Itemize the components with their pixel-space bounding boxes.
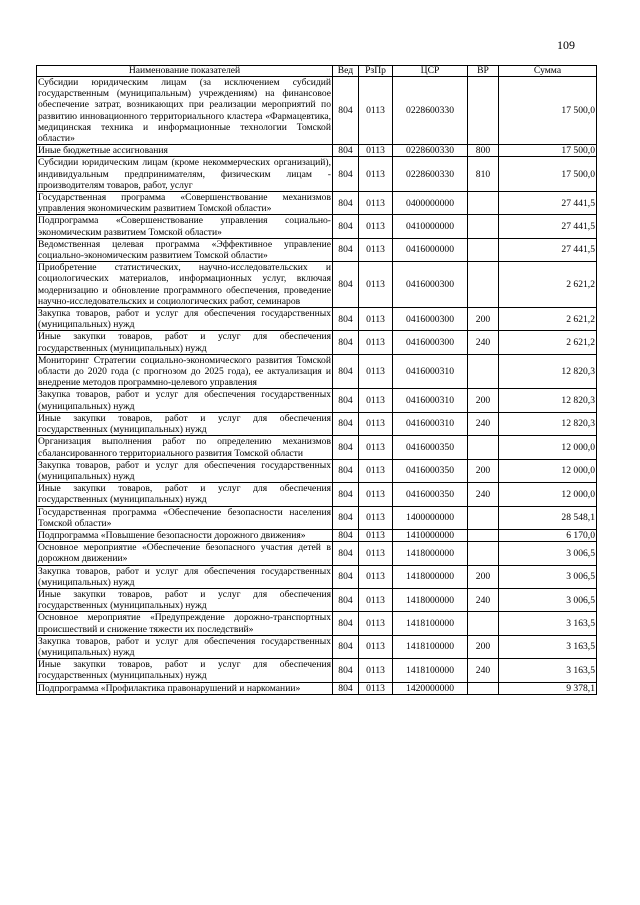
row-rzpr: 0113 [359, 354, 393, 389]
row-sum: 12 820,3 [499, 412, 597, 435]
row-sum: 12 820,3 [499, 354, 597, 389]
row-sum: 12 820,3 [499, 389, 597, 412]
row-ved: 804 [333, 389, 359, 412]
row-csr: 0416000310 [393, 389, 468, 412]
row-rzpr: 0113 [359, 157, 393, 192]
row-vr [468, 682, 499, 694]
row-vr [468, 542, 499, 565]
table-row [37, 354, 597, 389]
row-rzpr: 0113 [359, 262, 393, 308]
row-vr [468, 354, 499, 389]
row-rzpr: 0113 [359, 412, 393, 435]
row-name: Закупка товаров, работ и услуг для обеспечения государственных (муниципальных) нужд [38, 459, 331, 482]
row-csr: 0410000000 [393, 215, 468, 238]
table-row [37, 612, 597, 635]
row-csr: 1418100000 [393, 635, 468, 658]
row-rzpr: 0113 [359, 436, 393, 459]
table-row [37, 308, 597, 331]
row-csr: 0416000310 [393, 354, 468, 389]
row-name: Мониторинг Стратегии социально-экономического развития Томской области до 2020 года (с прогнозом до 2025 года), ее актуализация и внедрение методов программно-целевого управления [38, 354, 331, 389]
row-csr: 0416000300 [393, 262, 468, 308]
row-ved: 804 [333, 542, 359, 565]
table-row [37, 215, 597, 238]
row-name: Основное мероприятие «Обеспечение безопасного участия детей в дорожном движении» [38, 542, 331, 565]
row-rzpr: 0113 [359, 389, 393, 412]
header-vr: ВР [468, 66, 499, 77]
table-row [37, 77, 597, 145]
row-name: Субсидии юридическим лицам (кроме некоммерческих организаций), индивидуальным предпринимателям, физическим лицам - производителям товаров, работ, услуг [38, 157, 331, 191]
table-row [37, 588, 597, 611]
row-name: Подпрограмма «Повышение безопасности дорожного движения» [37, 529, 333, 541]
table-row [37, 682, 597, 694]
row-vr: 810 [468, 157, 499, 192]
row-ved: 804 [333, 192, 359, 215]
row-name: Закупка товаров, работ и услуг для обеспечения государственных (муниципальных) нужд [38, 308, 331, 331]
row-vr [468, 77, 499, 145]
row-rzpr: 0113 [359, 238, 393, 261]
table-row [37, 262, 597, 308]
row-csr: 0416000300 [393, 331, 468, 354]
table-row [37, 483, 597, 506]
row-name: Приобретение статистических, научно-исследовательских и социологических материалов, информационных услуг, включая модернизацию и обновление программного обеспечения, проведение научно-исследовательских и социологических работ, семинаров [38, 262, 331, 307]
row-sum: 17 500,0 [499, 77, 597, 145]
row-rzpr: 0113 [359, 682, 393, 694]
row-sum: 2 621,2 [499, 262, 597, 308]
table-row [37, 459, 597, 482]
row-name: Субсидии юридическим лицам (за исключением субсидий государственным (муниципальным) учреждениям) на финансовое обеспечение затрат, возникающих при реализации мероприятий по развитию инновационного территориального кластера «Фармацевтика, медицинская техника и информационные технологии Томской области» [38, 77, 331, 145]
row-vr: 200 [468, 308, 499, 331]
header-sum: Сумма [499, 66, 597, 77]
header-csr: ЦСР [393, 66, 468, 77]
row-vr: 200 [468, 459, 499, 482]
row-ved: 804 [333, 565, 359, 588]
row-rzpr: 0113 [359, 565, 393, 588]
row-csr: 0416000350 [393, 459, 468, 482]
row-rzpr: 0113 [359, 529, 393, 541]
row-ved: 804 [333, 331, 359, 354]
table-row [37, 238, 597, 261]
row-csr: 1418100000 [393, 612, 468, 635]
row-rzpr: 0113 [359, 192, 393, 215]
row-rzpr: 0113 [359, 77, 393, 145]
table-row [37, 389, 597, 412]
row-sum: 9 378,1 [499, 682, 597, 694]
row-csr: 0228600330 [393, 145, 468, 157]
row-sum: 17 500,0 [499, 145, 597, 157]
row-vr [468, 436, 499, 459]
table-row [37, 506, 597, 529]
row-sum: 2 621,2 [499, 331, 597, 354]
row-csr: 0416000350 [393, 483, 468, 506]
row-vr [468, 529, 499, 541]
row-name: Государственная программа «Совершенствование механизмов управления экономическим развитием Томской области» [38, 192, 331, 215]
row-vr [468, 215, 499, 238]
table-row [37, 331, 597, 354]
row-sum: 12 000,0 [499, 459, 597, 482]
row-ved: 804 [333, 308, 359, 331]
header-rzpr: РзПр [359, 66, 393, 77]
row-vr: 200 [468, 565, 499, 588]
row-ved: 804 [333, 529, 359, 541]
row-name: Закупка товаров, работ и услуг для обеспечения государственных (муниципальных) нужд [38, 565, 331, 588]
row-ved: 804 [333, 635, 359, 658]
row-name: Подпрограмма «Совершенствование управления социально-экономическим развитием Томской области» [38, 215, 331, 238]
row-ved: 804 [333, 506, 359, 529]
row-name: Ведомственная целевая программа «Эффективное управление социально-экономическим развитием Томской области» [38, 238, 331, 262]
table-row [37, 436, 597, 459]
row-sum: 12 000,0 [499, 483, 597, 506]
row-vr: 240 [468, 331, 499, 354]
row-sum: 12 000,0 [499, 436, 597, 459]
row-ved: 804 [333, 157, 359, 192]
row-vr [468, 506, 499, 529]
budget-table [36, 65, 597, 695]
table-body [37, 77, 597, 695]
row-sum: 27 441,5 [499, 238, 597, 261]
row-rzpr: 0113 [359, 215, 393, 238]
row-sum: 6 170,0 [499, 529, 597, 541]
row-rzpr: 0113 [359, 588, 393, 611]
row-csr: 1418000000 [393, 565, 468, 588]
row-csr: 0400000000 [393, 192, 468, 215]
table-row [37, 412, 597, 435]
table-row [37, 145, 597, 157]
page-number: 109 [557, 38, 575, 52]
table-row [37, 157, 597, 192]
table-row [37, 529, 597, 541]
row-ved: 804 [333, 483, 359, 506]
table-row [37, 565, 597, 588]
row-csr: 1400000000 [393, 506, 468, 529]
row-vr: 240 [468, 588, 499, 611]
row-vr: 200 [468, 635, 499, 658]
row-rzpr: 0113 [359, 659, 393, 682]
row-name: Иные закупки товаров, работ и услуг для обеспечения государственных (муниципальных) нужд [38, 412, 331, 436]
row-rzpr: 0113 [359, 308, 393, 331]
row-rzpr: 0113 [359, 506, 393, 529]
table-row [37, 659, 597, 682]
row-ved: 804 [333, 145, 359, 157]
row-name: Организация выполнения работ по определению механизмов сбалансированного территориального развития Томской области [38, 436, 331, 459]
row-ved: 804 [333, 612, 359, 635]
table-row [37, 192, 597, 215]
header-ved: Вед [333, 66, 359, 77]
row-sum: 3 163,5 [499, 659, 597, 682]
row-csr: 0416000000 [393, 238, 468, 261]
row-vr [468, 192, 499, 215]
row-vr [468, 612, 499, 635]
row-csr: 0228600330 [393, 157, 468, 192]
row-vr: 240 [468, 483, 499, 506]
row-name: Подпрограмма «Профилактика правонарушений и наркомании» [37, 682, 333, 694]
row-rzpr: 0113 [359, 459, 393, 482]
row-sum: 27 441,5 [499, 215, 597, 238]
row-rzpr: 0113 [359, 635, 393, 658]
row-csr: 1410000000 [393, 529, 468, 541]
row-sum: 3 006,5 [499, 542, 597, 565]
row-sum: 2 621,2 [499, 308, 597, 331]
header-name: Наименование показателей [37, 66, 333, 77]
row-name: Иные закупки товаров, работ и услуг для обеспечения государственных (муниципальных) нужд [38, 331, 331, 354]
row-sum: 3 163,5 [499, 612, 597, 635]
row-rzpr: 0113 [359, 612, 393, 635]
row-ved: 804 [333, 682, 359, 694]
row-name: Основное мероприятие «Предупреждение дорожно-транспортных происшествий и снижение тяжести их последствий» [38, 612, 331, 635]
row-csr: 0416000350 [393, 436, 468, 459]
row-ved: 804 [333, 659, 359, 682]
row-rzpr: 0113 [359, 483, 393, 506]
row-sum: 17 500,0 [499, 157, 597, 192]
row-name: Иные бюджетные ассигнования [37, 145, 333, 157]
row-ved: 804 [333, 238, 359, 261]
row-ved: 804 [333, 262, 359, 308]
row-csr: 0416000310 [393, 412, 468, 435]
row-vr: 240 [468, 659, 499, 682]
row-name: Государственная программа «Обеспечение безопасности населения Томской области» [38, 506, 331, 529]
row-vr [468, 262, 499, 308]
row-name: Иные закупки товаров, работ и услуг для обеспечения государственных (муниципальных) нужд [38, 588, 331, 612]
table-row [37, 635, 597, 658]
table-row [37, 542, 597, 565]
row-vr: 240 [468, 412, 499, 435]
row-sum: 3 006,5 [499, 588, 597, 611]
row-ved: 804 [333, 215, 359, 238]
row-csr: 1418000000 [393, 542, 468, 565]
row-ved: 804 [333, 77, 359, 145]
row-ved: 804 [333, 459, 359, 482]
row-sum: 28 548,1 [499, 506, 597, 529]
row-name: Закупка товаров, работ и услуг для обеспечения государственных (муниципальных) нужд [38, 635, 331, 658]
row-sum: 3 163,5 [499, 635, 597, 658]
row-rzpr: 0113 [359, 331, 393, 354]
row-ved: 804 [333, 436, 359, 459]
row-name: Иные закупки товаров, работ и услуг для обеспечения государственных (муниципальных) нужд [38, 483, 331, 506]
row-sum: 27 441,5 [499, 192, 597, 215]
row-csr: 1420000000 [393, 682, 468, 694]
row-ved: 804 [333, 412, 359, 435]
row-vr [468, 238, 499, 261]
row-ved: 804 [333, 354, 359, 389]
row-rzpr: 0113 [359, 145, 393, 157]
row-vr: 800 [468, 145, 499, 157]
row-sum: 3 006,5 [499, 565, 597, 588]
row-csr: 0416000300 [393, 308, 468, 331]
row-vr: 200 [468, 389, 499, 412]
row-ved: 804 [333, 588, 359, 611]
table-header-row [37, 66, 597, 77]
row-name: Закупка товаров, работ и услуг для обеспечения государственных (муниципальных) нужд [38, 389, 331, 412]
row-csr: 0228600330 [393, 77, 468, 145]
row-name: Иные закупки товаров, работ и услуг для обеспечения государственных (муниципальных) нужд [38, 659, 331, 682]
row-csr: 1418100000 [393, 659, 468, 682]
row-rzpr: 0113 [359, 542, 393, 565]
row-csr: 1418000000 [393, 588, 468, 611]
